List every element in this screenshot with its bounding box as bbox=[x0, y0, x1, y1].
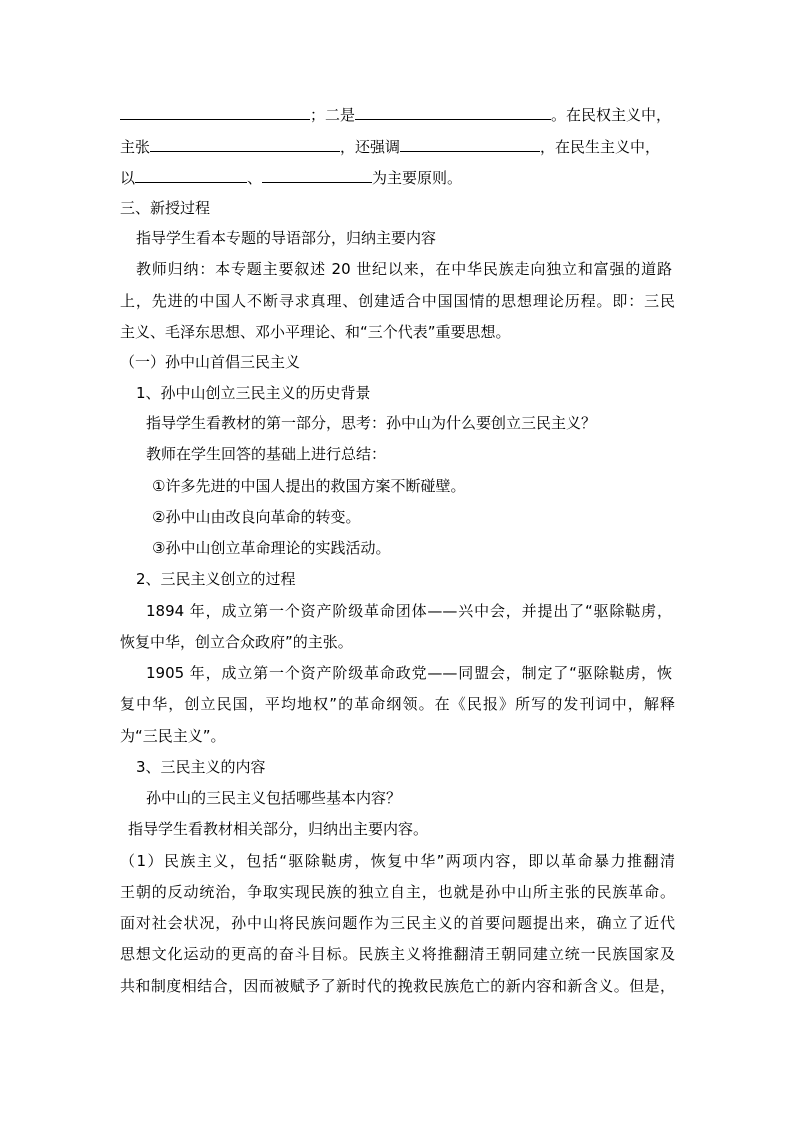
summary-intro: 教师在学生回答的基础上进行总结： bbox=[146, 445, 387, 463]
paragraph-line: 1894 年，成立第一个资产阶级革命团体——兴中会，并提出了“驱除鞑虏， bbox=[146, 602, 672, 620]
list-item: ①许多先进的中国人提出的救国方案不断碰壁。 bbox=[152, 477, 466, 495]
paragraph-line: 1905 年，成立第一个资产阶级革命政党——同盟会，制定了“驱除鞑虏，恢 bbox=[146, 664, 672, 682]
fill-in-line-3 bbox=[120, 167, 462, 188]
text-fragment: ，还强调 bbox=[340, 138, 401, 156]
answer-blank[interactable] bbox=[150, 136, 340, 152]
paragraph-line: 面对社会状况，孙中山将民族问题作为三民主义的首要问题提出来，确立了近代 bbox=[120, 914, 675, 932]
answer-blank[interactable] bbox=[120, 104, 310, 120]
paragraph-line: 教师归纳：本专题主要叙述 20 世纪以来，在中华民族走向独立和富强的道路 bbox=[136, 260, 672, 278]
paragraph-line: 复中华，创立民国，平均地权”的革命纲领。在《民报》所写的发刊词中，解释 bbox=[120, 695, 675, 713]
list-item: ②孙中山由改良向革命的转变。 bbox=[152, 508, 361, 526]
paragraph-line: 王朝的反动统治，争取实现民族的独立自主，也就是孙中山所主张的民族革命。 bbox=[120, 883, 675, 901]
answer-blank[interactable] bbox=[262, 167, 372, 183]
intro-instruction: 指导学生看本专题的导语部分，归纳主要内容 bbox=[136, 229, 437, 247]
list-item: ③孙中山创立革命理论的实践活动。 bbox=[152, 539, 391, 557]
text-fragment: ，在民生主义中， bbox=[540, 138, 661, 156]
paragraph-line: 共和制度相结合，因而被赋予了新时代的挽救民族危亡的新内容和新含义。但是， bbox=[120, 977, 675, 995]
text-fragment: ；二是 bbox=[310, 106, 356, 124]
section-heading: 三、新授过程 bbox=[120, 199, 211, 217]
paragraph-line: 上，先进的中国人不断寻求真理、创建适合中国国情的思想理论历程。即：三民 bbox=[120, 292, 675, 310]
item-heading: 2、三民主义创立的过程 bbox=[136, 570, 296, 588]
paragraph-line: 为“三民主义”。 bbox=[120, 727, 226, 745]
text-fragment: 主张 bbox=[120, 138, 151, 156]
part-heading: （一）孙中山首倡三民主义 bbox=[120, 353, 301, 371]
text-fragment: 为主要原则。 bbox=[372, 169, 463, 187]
paragraph-line: 思想文化运动的更高的奋斗目标。民族主义将推翻清王朝同建立统一民族国家及 bbox=[120, 945, 675, 963]
answer-blank[interactable] bbox=[135, 167, 247, 183]
text-fragment: 以 bbox=[120, 169, 136, 187]
paragraph-line: 恢复中华，创立合众政府”的主张。 bbox=[120, 633, 353, 651]
text-fragment: 、 bbox=[247, 169, 263, 187]
text-fragment: 。在民权主义中， bbox=[551, 106, 672, 124]
answer-blank[interactable] bbox=[355, 104, 551, 120]
item-instruction: 指导学生看教材相关部分，归纳出主要内容。 bbox=[128, 820, 429, 838]
answer-blank[interactable] bbox=[400, 136, 540, 152]
item-instruction: 指导学生看教材的第一部分，思考：孙中山为什么要创立三民主义？ bbox=[146, 414, 597, 432]
fill-in-line-1 bbox=[120, 104, 671, 125]
paragraph-line: （1）民族主义，包括“驱除鞑虏，恢复中华”两项内容，即以革命暴力推翻清 bbox=[120, 852, 675, 870]
paragraph-line: 主义、毛泽东思想、邓小平理论、和“三个代表”重要思想。 bbox=[120, 323, 511, 341]
item-heading: 3、三民主义的内容 bbox=[136, 758, 266, 776]
item-question: 孙中山的三民主义包括哪些基本内容？ bbox=[146, 789, 402, 807]
item-heading: 1、孙中山创立三民主义的历史背景 bbox=[136, 384, 371, 402]
fill-in-line-2 bbox=[120, 136, 660, 157]
